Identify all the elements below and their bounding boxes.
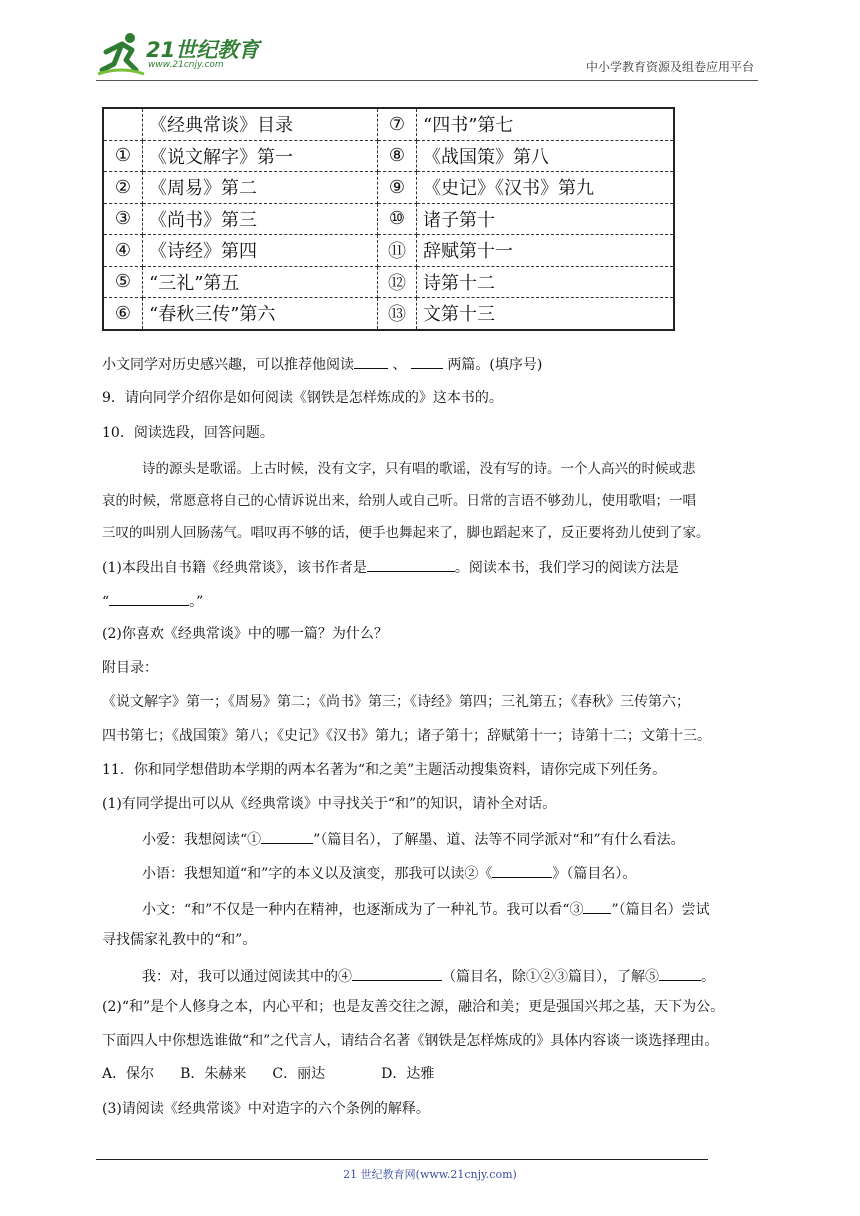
toc-num: ⑪ [378,235,417,267]
appendix-line: 《说文解字》第一；《周易》第二；《尚书》第三；《诗经》第四；三礼第五；《春秋》三传第六； [102,694,690,710]
answer-blank[interactable] [261,828,313,844]
toc-title: 《说文解字》第一 [143,140,378,172]
text: 我：对，我可以通过阅读其中的④ [142,969,352,985]
toc-title: 《诗经》第四 [143,235,378,267]
text: （篇目名，除①②③篇目），了解⑤ [442,969,659,985]
text: ”（篇目名）尝试 [611,902,710,918]
question-9: 9．请向同学介绍你是如何阅读《钢铁是怎样炼成的》这本书的。 [102,390,503,406]
appendix-line: 四书第七；《战国策》第八；《史记》《汉书》第九；诸子第十；辞赋第十一；诗第十二；文第十三。 [102,728,711,744]
toc-title: 《经典常谈》目录 [143,108,378,140]
toc-title: 文第十三 [417,298,675,330]
text: 。” [189,594,204,610]
text: 。阅读本书，我们学习的阅读方法是 [454,560,679,576]
question-11: 11．你和同学想借助本学期的两本名著为“和之美”主题活动搜集资料，请你完成下列任务。 [102,762,667,778]
text: (1)本段出自书籍《经典常谈》，该书作者是 [102,560,367,576]
question-line: (2)你喜欢《经典常谈》中的哪一篇？为什么？ [102,626,388,642]
toc-num: ⑤ [103,266,143,298]
text: 、 [392,357,407,373]
table-row [103,108,674,140]
question-line: (2)“和”是个人修身之本，内心平和；也是友善交往之源，融洽和美；更是强国兴邦之基，天下为公。 [102,999,725,1015]
table-row [103,172,674,204]
toc-title: “春秋三传”第六 [143,298,378,330]
table-row [103,140,674,172]
page-header [96,30,758,82]
text: “ [102,594,110,610]
logo-text: 21世纪教育 [146,38,260,62]
text: 两篇。(填序号) [447,357,543,373]
option-c[interactable]: C．丽达 [272,1066,326,1082]
text: 小文同学对历史感兴趣，可以推荐他阅读 [102,357,354,373]
question-line: (1)有同学提出可以从《经典常谈》中寻找关于“和”的知识，请补全对话。 [102,796,557,812]
question-line: 下面四人中你想选谁做“和”之代言人，请结合名著《钢铁是怎样炼成的》具体内容谈一谈选择理由。 [102,1033,719,1049]
question-line [102,590,203,612]
answer-blank[interactable] [583,898,611,914]
table-row [103,203,674,235]
passage-line: 三叹的叫别人回肠荡气。唱叹再不够的话，便手也舞起来了，脚也蹈起来了，反正要将劲儿使到了家。 [102,525,710,541]
option-b[interactable]: B．朱赫来 [180,1066,247,1082]
dialogue-line [142,898,710,920]
toc-title: 辞赋第十一 [417,235,675,267]
toc-num: ① [103,140,143,172]
toc-num: ⑥ [103,298,143,330]
answer-blank[interactable] [492,862,552,878]
toc-table [102,107,675,331]
dialogue-line [142,965,715,987]
toc-num: ⑬ [378,298,417,330]
logo [96,30,266,76]
passage-line: 哀的时候，常愿意将自己的心情诉说出来，给别人或自己听。日常的言语不够劲儿，使用歌唱；一唱 [102,493,696,509]
text: 。 [701,969,715,985]
text: 小语：我想知道“和”字的本义以及演变，那我可以读②《 [142,866,493,882]
text: 小文：“和”不仅是一种内在精神，也逐渐成为了一种礼节。我可以看“③ [142,902,584,918]
question-line [102,556,679,578]
toc-title: 诗第十二 [417,266,675,298]
toc-title: 《尚书》第三 [143,203,378,235]
footer-divider [96,1159,708,1160]
table-row [103,298,674,330]
toc-num [103,108,143,140]
toc-title: 《周易》第二 [143,172,378,204]
page-footer: 21 世纪教育网(www.21cnjy.com) [343,1168,517,1181]
question-line [102,353,542,375]
passage-line: 诗的源头是歌谣。上古时候，没有文字，只有唱的歌谣，没有写的诗。一个人高兴的时候或悲 [142,461,696,477]
table-row [103,266,674,298]
answer-blank[interactable] [354,353,388,369]
toc-num: ⑦ [378,108,417,140]
toc-num: ② [103,172,143,204]
toc-num: ④ [103,235,143,267]
toc-title: 《史记》《汉书》第九 [417,172,675,204]
answer-blank[interactable] [411,353,443,369]
toc-num: ③ [103,203,143,235]
platform-name: 中小学教育资源及组卷应用平台 [585,60,754,74]
text: 》（篇目名）。 [552,866,637,882]
appendix-label: 附目录： [102,660,158,676]
toc-num: ⑧ [378,140,417,172]
toc-title: 《战国策》第八 [417,140,675,172]
dialogue-line: 寻找儒家礼教中的“和”。 [102,932,257,948]
option-d[interactable]: D．达雅 [381,1066,435,1082]
toc-num: ⑫ [378,266,417,298]
logo-url: www.21cnjy.com [148,60,224,70]
runner-logo-icon [96,30,146,76]
toc-num: ⑩ [378,203,417,235]
text: 小爱：我想阅读“① [142,832,262,848]
answer-blank[interactable] [367,556,455,572]
dialogue-line [142,862,636,884]
toc-title: “三礼”第五 [143,266,378,298]
question-line: (3)请阅读《经典常谈》中对造字的六个条例的解释。 [102,1101,430,1117]
header-divider [96,80,758,81]
text: ”（篇目名），了解墨、道、法等不同学派对“和”有什么看法。 [313,832,685,848]
toc-title: “四书”第七 [417,108,675,140]
dialogue-line [142,828,685,850]
option-a[interactable]: A．保尔 [102,1066,155,1082]
toc-num: ⑨ [378,172,417,204]
answer-blank[interactable] [659,965,701,981]
table-row [103,235,674,267]
answer-blank[interactable] [352,965,442,981]
question-10: 10．阅读选段，回答问题。 [102,425,274,441]
answer-blank[interactable] [109,590,189,606]
options-line [102,1064,434,1084]
toc-title: 诸子第十 [417,203,675,235]
